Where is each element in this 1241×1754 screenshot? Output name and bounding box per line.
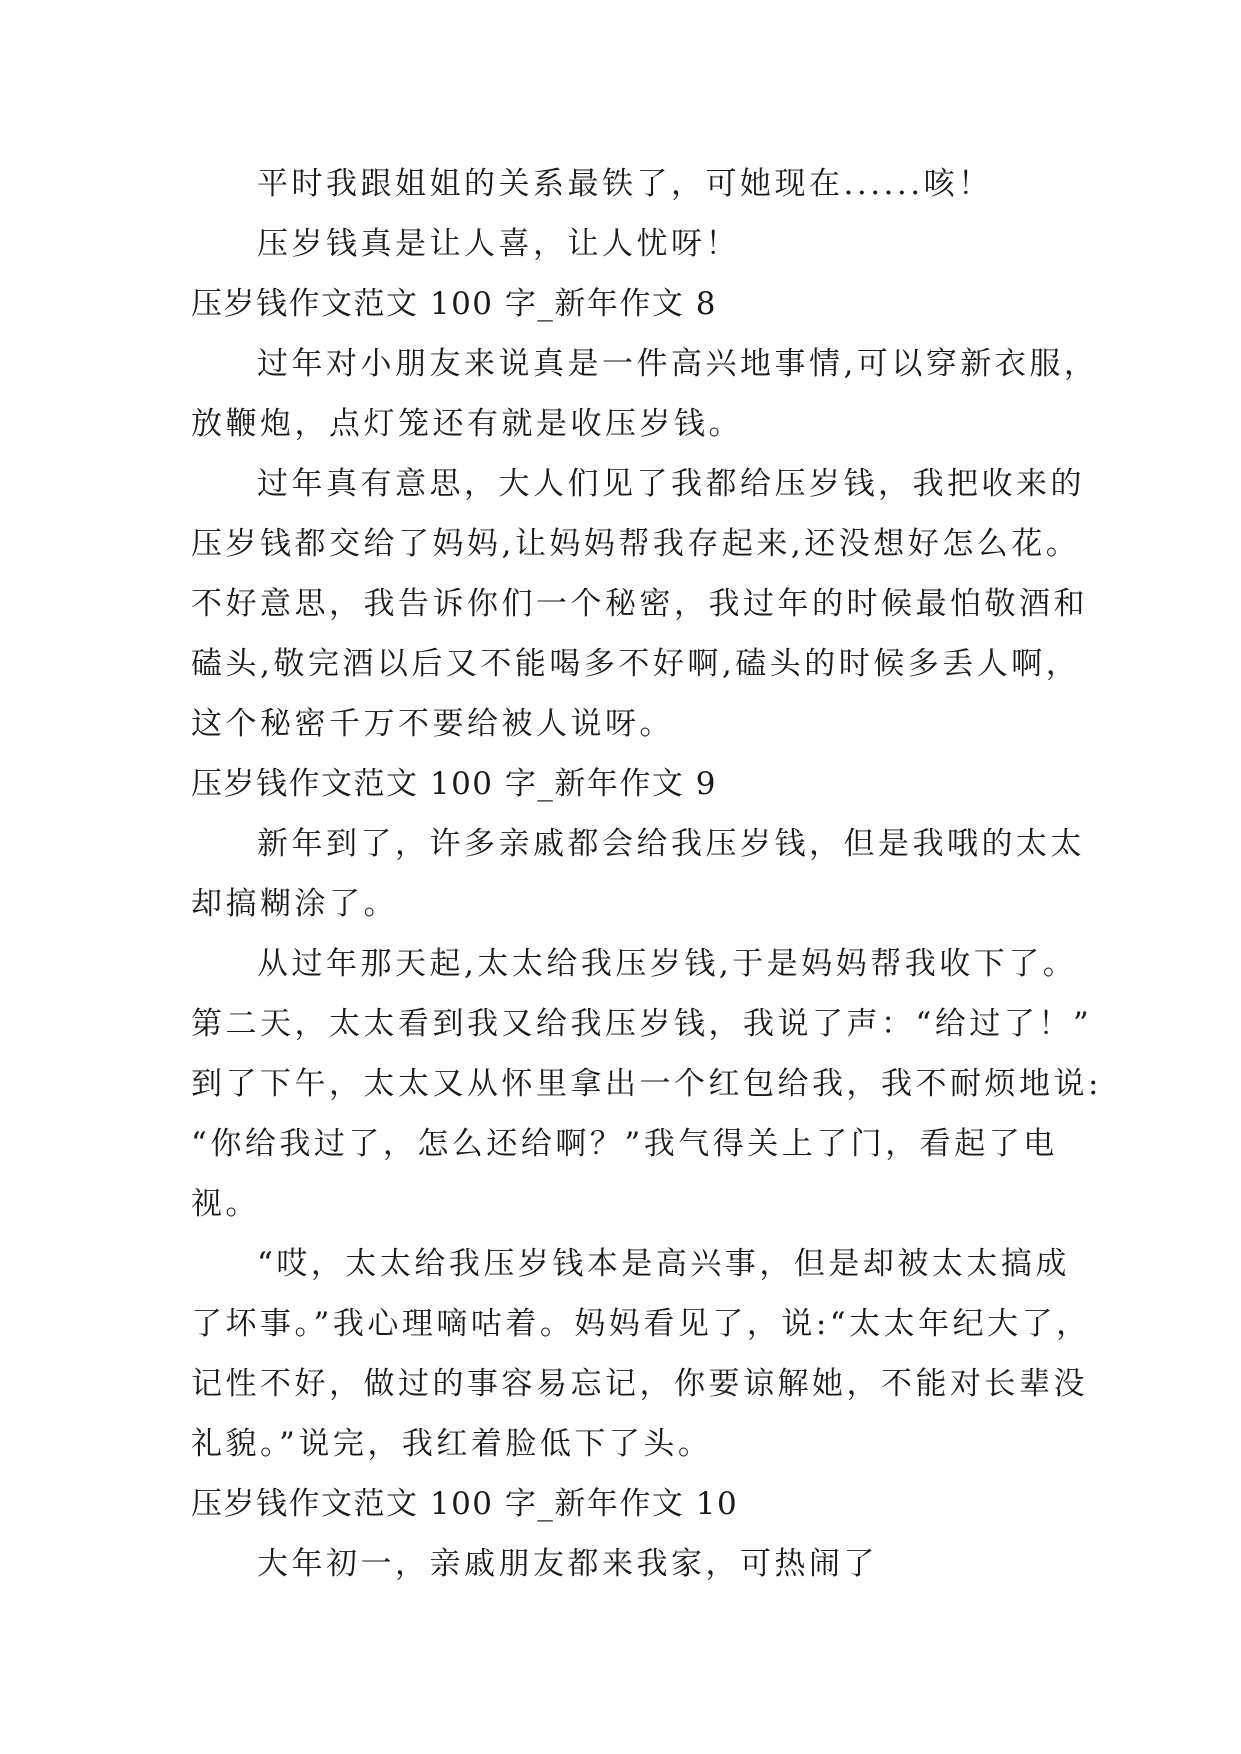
paragraph-line: 不好意思，我告诉你们一个秘密，我过年的时候最怕敬酒和 (191, 586, 1088, 622)
paragraph-line: 过年对小朋友来说真是一件高兴地事情,可以穿新衣服， (257, 346, 1099, 382)
paragraph-line: 视。 (191, 1186, 260, 1222)
paragraph-line: “你给我过了，怎么还给啊？”我气得关上了门，看起了电 (191, 1126, 1058, 1162)
paragraph-line: 这个秘密千万不要给被人说呀。 (191, 706, 674, 742)
section-heading: 压岁钱作文范文 100 字_新年作文 8 (191, 286, 717, 322)
paragraph-line: 平时我跟姐姐的关系最铁了，可她现在......咳！ (257, 166, 993, 202)
paragraph-line: 大年初一，亲戚朋友都来我家，可热闹了 (257, 1546, 878, 1582)
paragraph-line: 从过年那天起,太太给我压岁钱,于是妈妈帮我收下了。 (257, 946, 1078, 982)
paragraph-line: 却搞糊涂了。 (191, 886, 398, 922)
paragraph-line: 了坏事。”我心理嘀咕着。妈妈看见了，说:“太太年纪大了， (191, 1306, 1091, 1342)
paragraph-line: 压岁钱都交给了妈妈,让妈妈帮我存起来,还没想好怎么花。 (191, 526, 1081, 562)
paragraph-line: 礼貌。”说完，我红着脸低下了头。 (191, 1426, 713, 1462)
paragraph-line: 放鞭炮，点灯笼还有就是收压岁钱。 (191, 406, 743, 442)
paragraph-line: 到了下午，太太又从怀里拿出一个红包给我，我不耐烦地说: (191, 1066, 1102, 1102)
paragraph-line: 新年到了，许多亲戚都会给我压岁钱，但是我哦的太太 (257, 826, 1085, 862)
paragraph-line: 第二天，太太看到我又给我压岁钱，我说了声：“给过了！” (191, 1006, 1093, 1042)
paragraph-line: “哎，太太给我压岁钱本是高兴事，但是却被太太搞成 (257, 1246, 1070, 1282)
section-heading: 压岁钱作文范文 100 字_新年作文 10 (191, 1486, 739, 1522)
document-page (191, 154, 1102, 1594)
paragraph-line: 磕头,敬完酒以后又不能喝多不好啊,磕头的时候多丢人啊， (191, 646, 1081, 682)
paragraph-line: 压岁钱真是让人喜，让人忧呀！ (257, 226, 740, 262)
paragraph-line: 记性不好，做过的事容易忘记，你要谅解她，不能对长辈没 (191, 1366, 1088, 1402)
section-heading: 压岁钱作文范文 100 字_新年作文 9 (191, 766, 717, 802)
paragraph-line: 过年真有意思，大人们见了我都给压岁钱，我把收来的 (257, 466, 1085, 502)
